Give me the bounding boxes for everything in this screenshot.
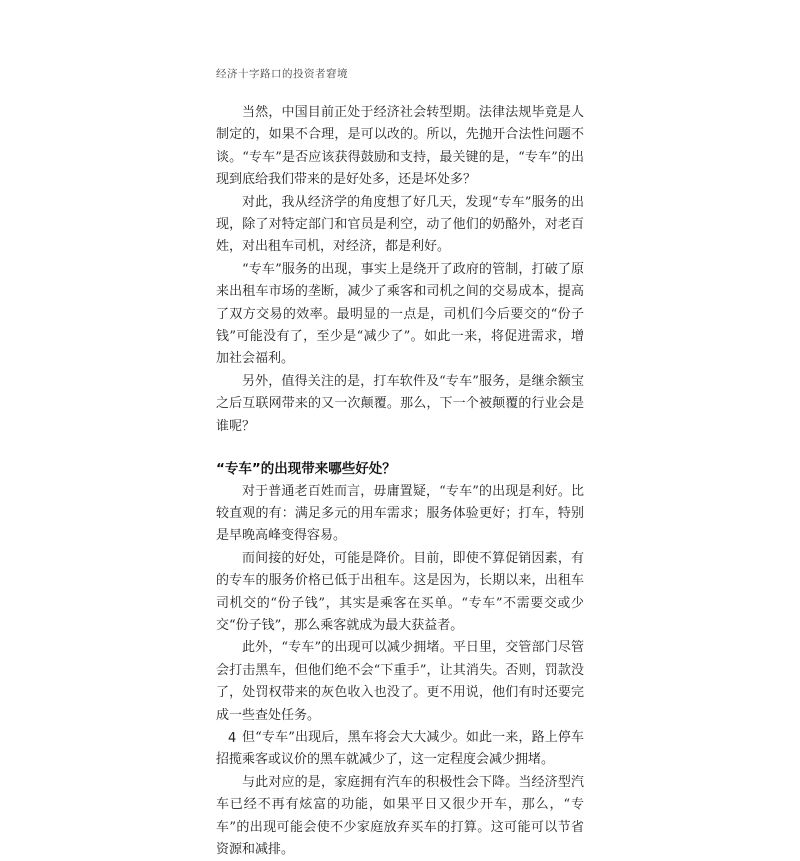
paragraph: 与此对应的是，家庭拥有汽车的积极性会下降。当经济型汽车已经不再有炫富的功能，如果平日又很少开车，那么，“专车”的出现可能会使不少家庭放弃买车的打算。这可能可以节省资源和减排。 xyxy=(216,774,584,857)
paragraph: 另外，值得关注的是，打车软件及“专车”服务，是继余额宝之后互联网带来的又一次颠覆。那么，下一个被颠覆的行业会是谁呢？ xyxy=(216,373,584,434)
paragraph: 对此，我从经济学的角度想了好几天，发现“专车”服务的出现，除了对特定部门和官员是利空，动了他们的奶酪外，对老百姓，对出租车司机，对经济，都是利好。 xyxy=(216,194,584,255)
paragraph: “专车”服务的出现，事实上是绕开了政府的管制，打破了原来出租车市场的垄断，减少了乘客和司机之间的交易成本，提高了双方交易的效率。最明显的一点是，司机们今后要交的“份子钱”可能没有了，至少是“减少了”。如此一来，将促进需求，增加社会福利。 xyxy=(216,261,584,367)
paragraph: 对于普通老百姓而言，毋庸置疑，“专车”的出现是利好。比较直观的有：满足多元的用车需求；服务体验更好；打车，特别是早晚高峰变得容易。 xyxy=(216,483,584,544)
paragraph: 而间接的好处，可能是降价。目前，即使不算促销因素，有的专车的服务价格已低于出租车。这是因为，长期以来，出租车司机交的“份子钱”，其实是乘客在买单。“专车”不需要交或少交“份子钱”，那么乘客就成为最大获益者。 xyxy=(216,550,584,633)
paragraph: 当然，中国目前正处于经济社会转型期。法律法规毕竟是人制定的，如果不合理，是可以改的。所以，先抛开合法性问题不谈。“专车”是否应该获得鼓励和支持，最关键的是，“专车”的出现到底给我们带来的是好处多，还是坏处多？ xyxy=(216,105,584,188)
paragraph: 此外，“专车”的出现可以减少拥堵。平日里，交管部门尽管会打击黑车，但他们绝不会“下重手”，让其消失。否则，罚款没了，处罚权带来的灰色收入也没了。更不用说，他们有时还要完成一些查处任务。 xyxy=(216,640,584,723)
page-body xyxy=(216,102,584,861)
running-header: 经济十字路口的投资者窘境 xyxy=(216,68,348,80)
paragraph: 但“专车”出现后，黑车将会大大减少。如此一来，路上停车招揽乘客或议价的黑车就减少了，这一定程度会减少拥堵。 xyxy=(216,729,584,768)
section-heading: “专车”的出现带来哪些好处？ xyxy=(216,461,396,478)
page-number: 4 xyxy=(228,731,237,746)
